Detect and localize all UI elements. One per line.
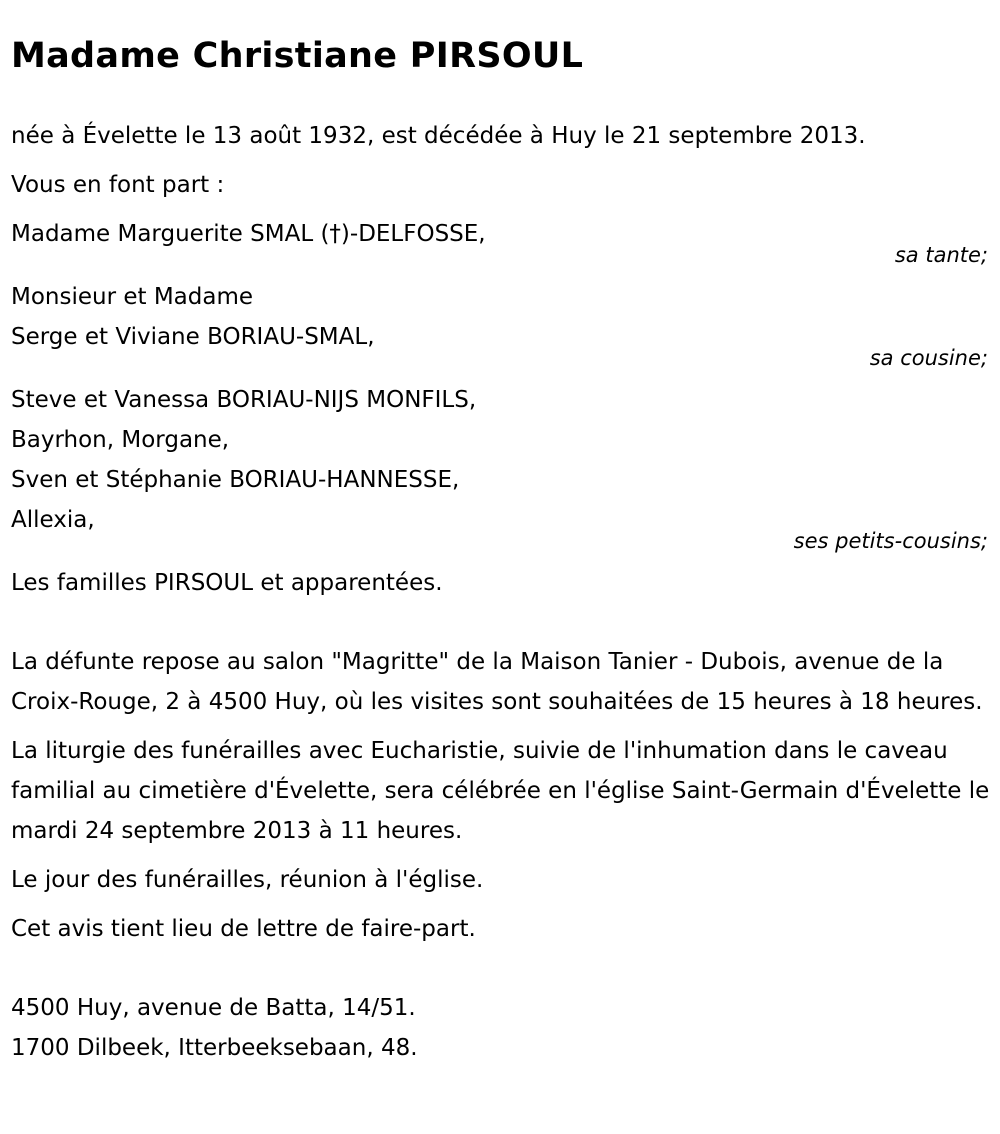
deceased-name-title: Madame Christiane PIRSOUL: [11, 36, 584, 76]
addresses-block: [11, 988, 990, 1068]
family-name-line: Sven et Stéphanie BORIAU-HANNESSE,: [11, 467, 460, 493]
family-name-line: Monsieur et Madame: [11, 284, 254, 310]
families-line: Les familles PIRSOUL et apparentées.: [11, 570, 443, 596]
liturgy-paragraph: La liturgie des funérailles avec Eucharistie, suivie de l'inhumation dans le caveau familial au cimetière d'Évelette, sera célébrée en l'église Saint-Germain d'Évelette le mardi 24 septembre 2013 à 11 heures.: [11, 738, 990, 844]
notice-line: Cet avis tient lieu de lettre de faire-part.: [11, 916, 476, 942]
family-name-line: Serge et Viviane BORIAU-SMAL,: [11, 324, 375, 350]
relation-label: sa tante;: [894, 243, 988, 267]
viewing-paragraph: La défunte repose au salon "Magritte" de la Maison Tanier - Dubois, avenue de la Croix-Rouge, 2 à 4500 Huy, où les visites sont souhaitées de 15 heures à 18 heures.: [11, 649, 983, 715]
relation-label: sa cousine;: [869, 346, 988, 370]
family-name-line: Bayrhon, Morgane,: [11, 427, 230, 453]
family-group-second-cousins: [11, 380, 990, 554]
family-name-line: Madame Marguerite SMAL (†)-DELFOSSE,: [11, 221, 486, 247]
relation-label: ses petits-cousins;: [793, 529, 988, 553]
announcers-intro: Vous en font part :: [11, 172, 225, 198]
family-group-cousin: [11, 277, 990, 371]
address-line: 1700 Dilbeek, Itterbeeksebaan, 48.: [11, 1035, 418, 1061]
address-line: 4500 Huy, avenue de Batta, 14/51.: [11, 995, 416, 1021]
family-group-aunt: [11, 214, 990, 268]
family-name-line: Allexia,: [11, 507, 95, 533]
meeting-line: Le jour des funérailles, réunion à l'église.: [11, 867, 484, 893]
family-name-line: Steve et Vanessa BORIAU-NIJS MONFILS,: [11, 387, 477, 413]
birth-death-line: née à Évelette le 13 août 1932, est décédée à Huy le 21 septembre 2013.: [11, 123, 866, 149]
